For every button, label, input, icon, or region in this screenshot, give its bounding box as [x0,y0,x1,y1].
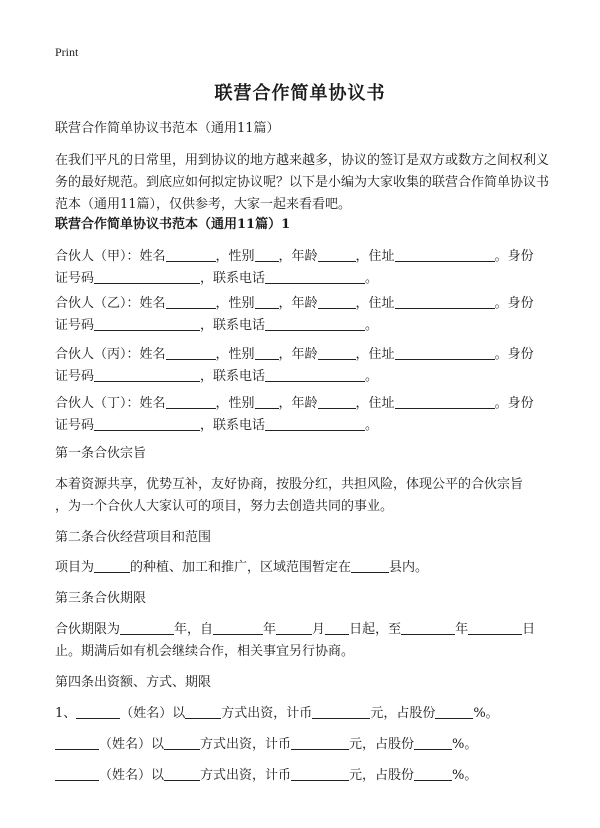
address-label: ，住址 [355,296,395,311]
name-blank[interactable] [166,345,216,360]
address-blank[interactable] [395,345,495,360]
article1-line2: ，为一个合伙人大家认可的项目，努力去创造共同的事业。 [55,499,394,514]
phone-blank[interactable] [265,269,365,284]
name-blank[interactable] [166,247,216,262]
line-end: 。 [365,369,379,384]
phone-blank[interactable] [265,416,365,431]
article3-line2: 止。期满后如有机会继续合作，相关事宜另行协商。 [55,644,355,659]
partner-a-line2 [55,268,550,290]
partner-label: 合伙人（丙）：姓名 [55,347,166,362]
phone-label: ，联系电话 [200,271,266,286]
year-label: 年 [263,622,277,637]
gender-label: ，性别 [215,296,255,311]
amount-blank[interactable] [312,704,370,719]
end-date-blank[interactable] [468,620,522,635]
age-label: ，年龄 [278,249,318,264]
age-label: ，年龄 [278,347,318,362]
intro-paragraph: 在我们平凡的日常里，用到协议的地方越来越多，协议的签订是双方或数方之间权利义务的最好规范。到底应如何拟定协议呢？以下是小编为大家收集的联营合作简单协议书范本（通用11篇），仅供参考，大家一起来看看吧。 [55,153,550,212]
id-blank[interactable] [94,316,200,331]
amount-blank[interactable] [291,766,349,781]
article1-line1: 本着资源共享，优势互补，友好协商，按股分红，共担风险，体现公平的合伙宗旨 [55,477,524,492]
partner-b-line2 [55,315,550,337]
end-day-label: 日 [522,622,536,637]
id-blank[interactable] [94,367,200,382]
id-blank[interactable] [94,269,200,284]
name-label: （姓名）以 [99,737,165,752]
partner-label: 合伙人（甲）：姓名 [55,249,166,264]
partner-label: 合伙人（丁）：姓名 [55,396,166,411]
contributor-name-blank[interactable] [55,735,99,750]
amount-blank[interactable] [291,735,349,750]
share-blank[interactable] [435,704,473,719]
to-label: 日起，至 [349,622,402,637]
article3-heading: 第三条合伙期限 [55,591,147,606]
address-label: ，住址 [355,396,395,411]
percent-label: %。 [473,706,499,721]
start-month-blank[interactable] [276,620,312,635]
gender-label: ，性别 [215,249,255,264]
end-year-label: 年 [455,622,469,637]
age-blank[interactable] [318,394,356,409]
article1-heading: 第一条合伙宗旨 [55,446,147,461]
partner-c-line2 [55,366,550,388]
phone-label: ，联系电话 [200,418,266,433]
article3-line1 [55,619,550,641]
subtitle: 联营合作简单协议书范本（通用11篇） [55,121,280,136]
share-blank[interactable] [414,735,452,750]
partner-b-line1 [55,293,550,315]
id-label: 。身份 [494,249,534,264]
method-blank[interactable] [164,766,200,781]
share-blank[interactable] [414,766,452,781]
address-label: ，住址 [355,347,395,362]
address-blank[interactable] [395,247,495,262]
contributor-name-blank[interactable] [55,766,99,781]
phone-label: ，联系电话 [200,369,266,384]
month-label: 月 [312,622,326,637]
article2-line [55,557,550,579]
gender-blank[interactable] [255,294,279,309]
start-day-blank[interactable] [325,620,349,635]
print-link[interactable]: Print [55,45,79,59]
project-blank[interactable] [94,558,130,573]
method-label: 方式出资，计币 [221,706,313,721]
yuan-label: 元，占股份 [370,706,436,721]
article2-heading: 第二条合伙经营项目和范围 [55,530,212,545]
address-label: ，住址 [355,249,395,264]
name-label: （姓名）以 [99,768,165,783]
item-number: 1、 [55,706,77,721]
id-blank[interactable] [94,416,200,431]
id-label-cont: 证号码 [55,318,95,333]
partner-a-line1 [55,246,550,268]
gender-blank[interactable] [255,394,279,409]
age-label: ，年龄 [278,296,318,311]
section-heading: 联营合作简单协议书范本（通用11篇）1 [55,217,291,232]
id-label: 。身份 [494,347,534,362]
name-blank[interactable] [166,294,216,309]
percent-label: %。 [452,768,478,783]
name-blank[interactable] [166,394,216,409]
yuan-label: 元，占股份 [349,737,415,752]
age-blank[interactable] [318,294,356,309]
percent-label: %。 [452,737,478,752]
partner-label: 合伙人（乙）：姓名 [55,296,166,311]
yuan-label: 元，占股份 [349,768,415,783]
from-label: 年，自 [174,622,214,637]
gender-blank[interactable] [255,247,279,262]
method-blank[interactable] [164,735,200,750]
gender-label: ，性别 [215,347,255,362]
age-blank[interactable] [318,247,356,262]
method-label: 方式出资，计币 [200,737,292,752]
contribution-line-3 [55,765,550,787]
phone-label: ，联系电话 [200,318,266,333]
partner-c-line1 [55,344,550,366]
phone-blank[interactable] [265,367,365,382]
line-end: 。 [365,418,379,433]
id-label: 。身份 [494,296,534,311]
contributor-name-blank[interactable] [76,704,120,719]
phone-blank[interactable] [265,316,365,331]
end-year-blank[interactable] [401,620,455,635]
gender-blank[interactable] [255,345,279,360]
age-blank[interactable] [318,345,356,360]
article2-pre: 项目为 [55,560,95,575]
id-label-cont: 证号码 [55,271,95,286]
partner-d-line1 [55,393,550,415]
gender-label: ，性别 [215,396,255,411]
article2-post: 县内。 [389,560,429,575]
article2-mid: 的种植、加工和推广，区域范围暂定在 [130,560,352,575]
id-label-cont: 证号码 [55,418,95,433]
name-label: （姓名）以 [120,706,186,721]
line-end: 。 [365,318,379,333]
method-label: 方式出资，计币 [200,768,292,783]
id-label: 。身份 [494,396,534,411]
id-label-cont: 证号码 [55,369,95,384]
start-year-blank[interactable] [213,620,263,635]
document-title: 联营合作简单协议书 [214,83,386,104]
contribution-line-2 [55,734,550,756]
county-blank[interactable] [351,558,389,573]
term-label: 合伙期限为 [55,622,121,637]
years-blank[interactable] [120,620,174,635]
contribution-line-1 [55,703,550,725]
address-blank[interactable] [395,294,495,309]
age-label: ，年龄 [278,396,318,411]
article4-heading: 第四条出资额、方式、期限 [55,675,212,690]
method-blank[interactable] [185,704,221,719]
partner-d-line2 [55,415,550,437]
line-end: 。 [365,271,379,286]
address-blank[interactable] [395,394,495,409]
